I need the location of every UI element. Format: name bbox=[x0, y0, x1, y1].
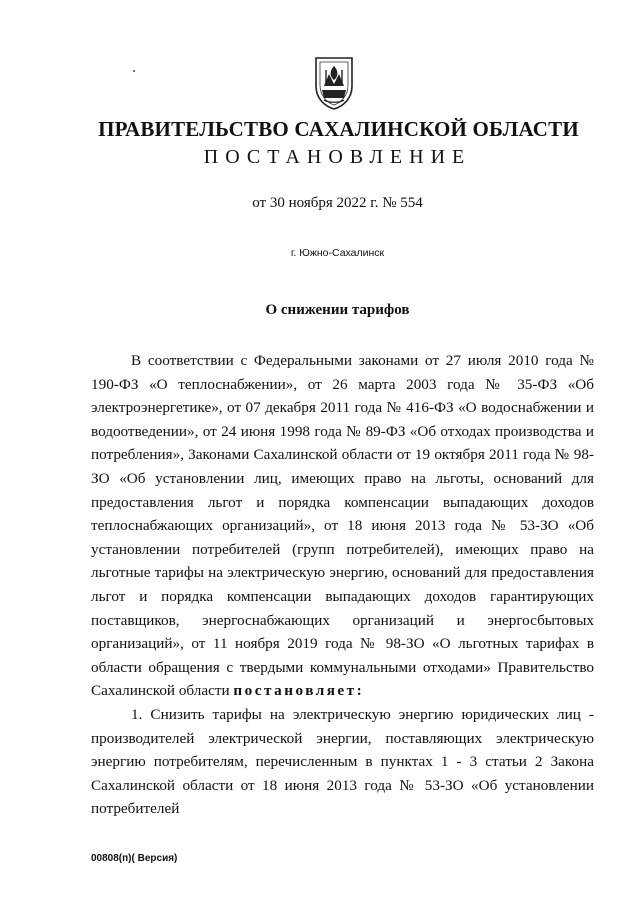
preamble-paragraph bbox=[91, 349, 594, 703]
document-body bbox=[91, 349, 594, 821]
scan-speck bbox=[133, 70, 135, 72]
document-type: ПОСТАНОВЛЕНИЕ bbox=[203, 146, 472, 168]
document-date-number: от 30 ноября 2022 г. № 554 bbox=[252, 195, 423, 211]
organization-name: ПРАВИТЕЛЬСТВО САХАЛИНСКОЙ ОБЛАСТИ bbox=[98, 117, 579, 141]
document-title: О снижении тарифов bbox=[265, 302, 410, 318]
preamble-text: В соответствии с Федеральными законами от 27 июля 2010 года № 190-ФЗ «О теплоснабжении», от 26 марта 2003 года № 35-ФЗ «Об электроэнергетике», от 07 декабря 2011 года № 416-ФЗ «О водоснабжении и водоотведении», от 24 июня 1998 года № 89-ФЗ «Об отходах производства и потребления», Законами Сахалинской области от 19 октября 2011 года № 98-ЗО «Об установлении лиц, имеющих право на льготы, оснований для предоставления льгот и порядка компенсации выпадающих доходов теплоснабжающих организаций», от 18 июня 2013 года № 53-ЗО «Об установлении потребителей (групп потребителей), имеющих право на льготные тарифы на электрическую энергию, оснований для предоставления льгот и порядка компенсации выпадающих доходов гарантирующих поставщиков, энергоснабжающих организаций и энергосбытовых организаций», от 11 ноября 2019 года № 98-ЗО «О льготных тарифах в области обращения с твердыми коммунальными отходами» Правительство Сахалинской области bbox=[91, 352, 594, 700]
item-1-paragraph: 1. Снизить тарифы на электрическую энергию юридических лиц - производителей электрической энергии, поставляющих электрическую энергию потребителям, перечисленным в пунктах 1 - 3 статьи 2 Закона Сахалинской области от 18 июня 2013 года № 53-ЗО «Об установлении потребителей bbox=[91, 705, 594, 818]
document-city: г. Южно-Сахалинск bbox=[290, 247, 385, 259]
sakhalin-coat-of-arms-icon bbox=[312, 56, 356, 110]
preamble-emphasis: постановляет: bbox=[233, 682, 365, 700]
footer-code: 00808(п)( Версия) bbox=[91, 853, 178, 864]
